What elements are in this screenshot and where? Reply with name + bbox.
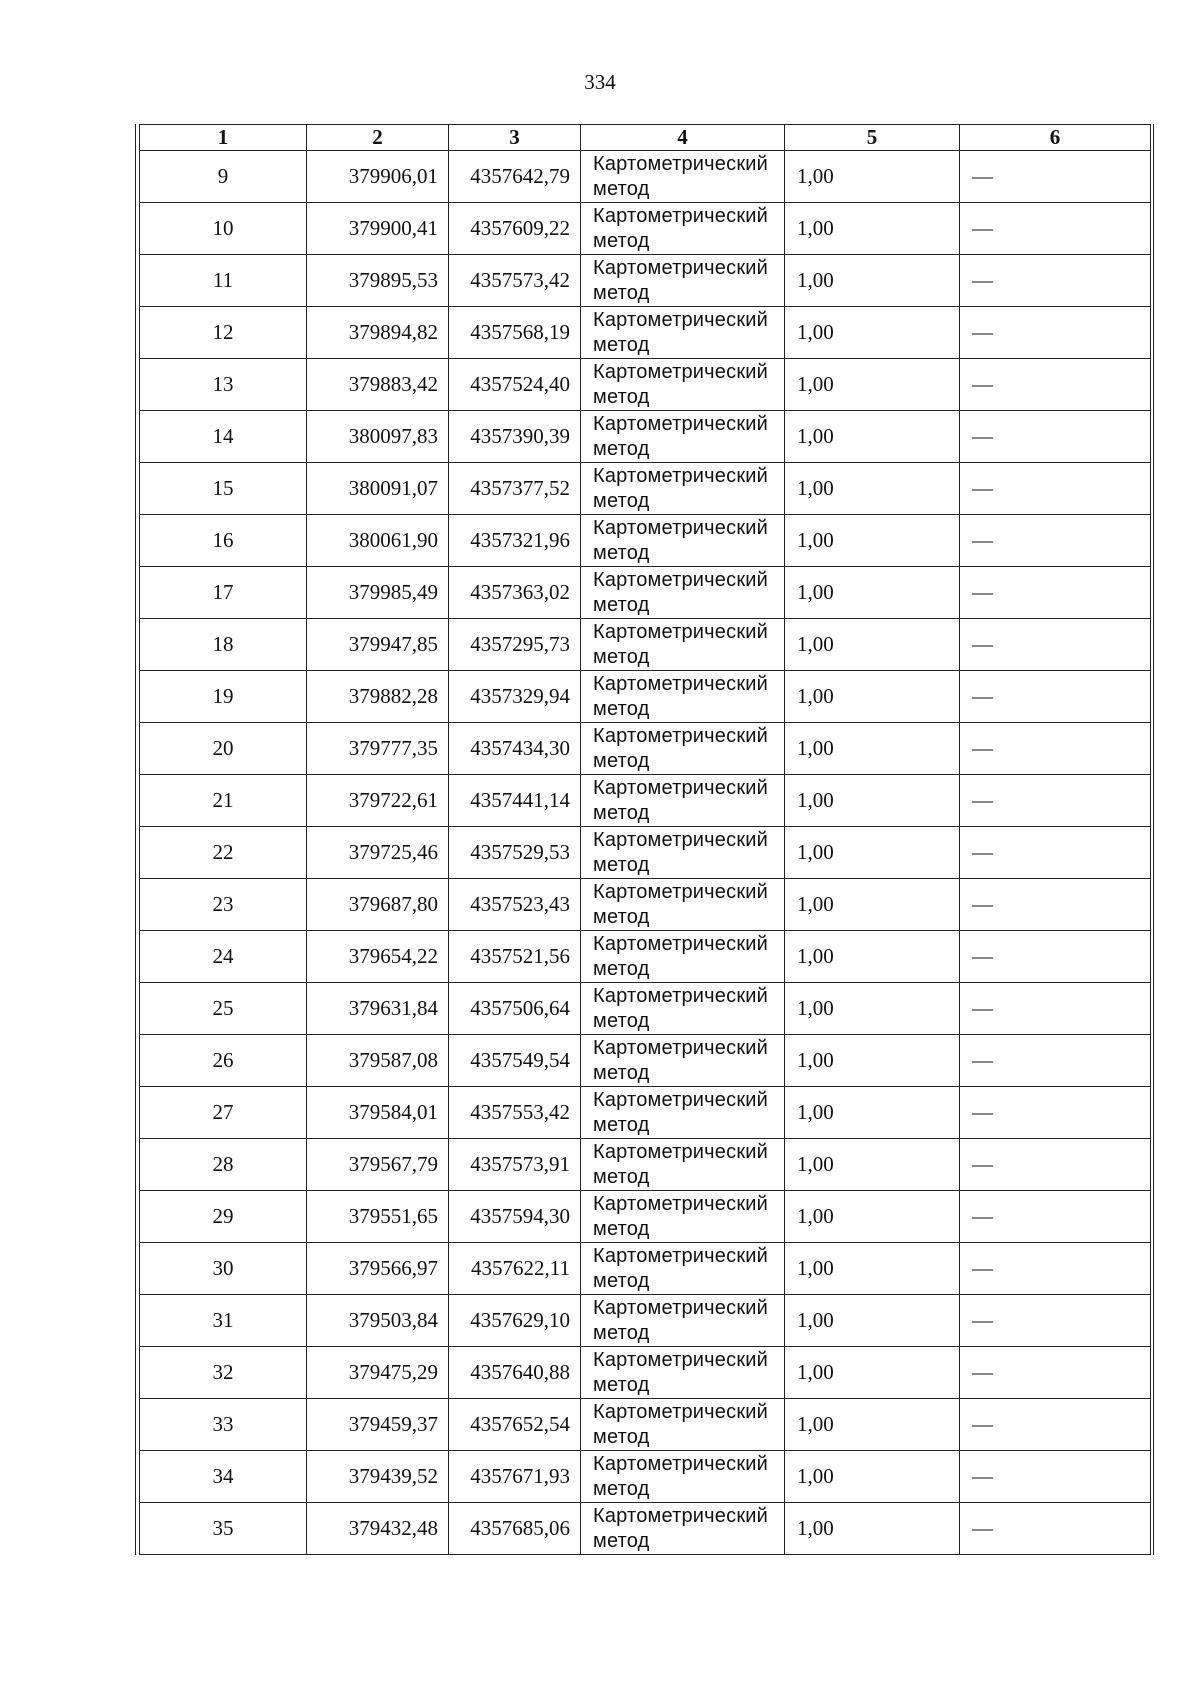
cell-method [581, 1347, 785, 1399]
cell-point-number: 22 [140, 827, 307, 879]
method-line-1: Картометрический [593, 672, 769, 695]
method-line-2: метод [593, 333, 650, 356]
method-line-1: Картометрический [593, 464, 769, 487]
cell-error: 1,00 [785, 1295, 960, 1347]
cell-note: — [960, 411, 1151, 463]
cell-note: — [960, 151, 1151, 203]
cell-error: 1,00 [785, 723, 960, 775]
cell-point-number: 26 [140, 1035, 307, 1087]
cell-point-number: 13 [140, 359, 307, 411]
cell-error: 1,00 [785, 1399, 960, 1451]
cell-error: 1,00 [785, 1191, 960, 1243]
cell-coordinate-y: 4357434,30 [449, 723, 581, 775]
cell-point-number: 24 [140, 931, 307, 983]
cell-coordinate-x: 379439,52 [307, 1451, 449, 1503]
cell-method [581, 411, 785, 463]
cell-method [581, 307, 785, 359]
cell-point-number: 21 [140, 775, 307, 827]
cell-coordinate-x: 379584,01 [307, 1087, 449, 1139]
method-line-2: метод [593, 749, 650, 772]
cell-error: 1,00 [785, 359, 960, 411]
table-header [140, 125, 1151, 151]
method-line-1: Картометрический [593, 516, 769, 539]
cell-coordinate-y: 4357685,06 [449, 1503, 581, 1555]
cell-coordinate-x: 380061,90 [307, 515, 449, 567]
method-line-2: метод [593, 489, 650, 512]
table-row [140, 411, 1151, 463]
cell-note: — [960, 359, 1151, 411]
method-line-2: метод [593, 437, 650, 460]
page-number: 334 [584, 70, 616, 94]
cell-method [581, 1139, 785, 1191]
table-row [140, 463, 1151, 515]
cell-note: — [960, 203, 1151, 255]
cell-coordinate-y: 4357523,43 [449, 879, 581, 931]
cell-note: — [960, 1087, 1151, 1139]
cell-point-number: 31 [140, 1295, 307, 1347]
cell-coordinate-x: 379722,61 [307, 775, 449, 827]
cell-error: 1,00 [785, 775, 960, 827]
cell-error: 1,00 [785, 879, 960, 931]
cell-note: — [960, 1191, 1151, 1243]
cell-point-number: 33 [140, 1399, 307, 1451]
cell-coordinate-y: 4357363,02 [449, 567, 581, 619]
cell-note: — [960, 255, 1151, 307]
cell-error: 1,00 [785, 827, 960, 879]
header-col-5: 5 [785, 125, 960, 151]
method-line-1: Картометрический [593, 932, 769, 955]
table-row [140, 1243, 1151, 1295]
cell-note: — [960, 1035, 1151, 1087]
cell-note: — [960, 567, 1151, 619]
method-line-2: метод [593, 1529, 650, 1552]
cell-coordinate-y: 4357652,54 [449, 1399, 581, 1451]
method-line-2: метод [593, 801, 650, 824]
cell-coordinate-x: 379587,08 [307, 1035, 449, 1087]
cell-coordinate-y: 4357640,88 [449, 1347, 581, 1399]
cell-method [581, 1295, 785, 1347]
cell-coordinate-x: 379894,82 [307, 307, 449, 359]
method-line-1: Картометрический [593, 984, 769, 1007]
cell-coordinate-y: 4357390,39 [449, 411, 581, 463]
cell-point-number: 19 [140, 671, 307, 723]
cell-coordinate-x: 379687,80 [307, 879, 449, 931]
method-line-2: метод [593, 645, 650, 668]
cell-note: — [960, 671, 1151, 723]
table-row [140, 1399, 1151, 1451]
method-line-2: метод [593, 1165, 650, 1188]
table-row [140, 203, 1151, 255]
cell-coordinate-x: 379567,79 [307, 1139, 449, 1191]
cell-error: 1,00 [785, 1139, 960, 1191]
cell-coordinate-x: 379882,28 [307, 671, 449, 723]
cell-method [581, 1451, 785, 1503]
method-line-1: Картометрический [593, 828, 769, 851]
cell-coordinate-x: 379895,53 [307, 255, 449, 307]
cell-coordinate-y: 4357524,40 [449, 359, 581, 411]
cell-coordinate-y: 4357622,11 [449, 1243, 581, 1295]
cell-coordinate-x: 379631,84 [307, 983, 449, 1035]
cell-note: — [960, 1243, 1151, 1295]
method-line-2: метод [593, 1269, 650, 1292]
cell-error: 1,00 [785, 1347, 960, 1399]
cell-coordinate-x: 380097,83 [307, 411, 449, 463]
method-line-2: метод [593, 1425, 650, 1448]
method-line-1: Картометрический [593, 1036, 769, 1059]
header-col-4: 4 [581, 125, 785, 151]
cell-point-number: 20 [140, 723, 307, 775]
cell-point-number: 29 [140, 1191, 307, 1243]
method-line-1: Картометрический [593, 568, 769, 591]
cell-error: 1,00 [785, 307, 960, 359]
table-row [140, 1087, 1151, 1139]
cell-coordinate-y: 4357671,93 [449, 1451, 581, 1503]
cell-coordinate-y: 4357377,52 [449, 463, 581, 515]
cell-coordinate-y: 4357594,30 [449, 1191, 581, 1243]
header-col-6: 6 [960, 125, 1151, 151]
method-line-1: Картометрический [593, 620, 769, 643]
cell-method [581, 983, 785, 1035]
cell-coordinate-x: 379725,46 [307, 827, 449, 879]
method-line-1: Картометрический [593, 1348, 769, 1371]
cell-error: 1,00 [785, 1503, 960, 1555]
table-row [140, 151, 1151, 203]
table-row [140, 1191, 1151, 1243]
method-line-2: метод [593, 697, 650, 720]
cell-coordinate-y: 4357573,91 [449, 1139, 581, 1191]
method-line-1: Картометрический [593, 1400, 769, 1423]
method-line-1: Картометрический [593, 1452, 769, 1475]
method-line-1: Картометрический [593, 1192, 769, 1215]
table-row [140, 1035, 1151, 1087]
cell-coordinate-y: 4357553,42 [449, 1087, 581, 1139]
cell-coordinate-y: 4357529,53 [449, 827, 581, 879]
cell-coordinate-x: 379906,01 [307, 151, 449, 203]
cell-note: — [960, 1295, 1151, 1347]
cell-method [581, 1035, 785, 1087]
cell-coordinate-x: 379883,42 [307, 359, 449, 411]
coordinates-table-container [139, 124, 1150, 1555]
method-line-1: Картометрический [593, 724, 769, 747]
cell-note: — [960, 1503, 1151, 1555]
cell-point-number: 15 [140, 463, 307, 515]
coordinates-table [139, 124, 1151, 1555]
cell-point-number: 11 [140, 255, 307, 307]
cell-note: — [960, 931, 1151, 983]
cell-note: — [960, 723, 1151, 775]
cell-point-number: 25 [140, 983, 307, 1035]
table-row [140, 775, 1151, 827]
cell-error: 1,00 [785, 411, 960, 463]
method-line-1: Картометрический [593, 360, 769, 383]
table-row [140, 515, 1151, 567]
cell-coordinate-y: 4357295,73 [449, 619, 581, 671]
cell-coordinate-x: 379475,29 [307, 1347, 449, 1399]
table-body [140, 151, 1151, 1555]
cell-method [581, 567, 785, 619]
method-line-2: метод [593, 541, 650, 564]
cell-point-number: 12 [140, 307, 307, 359]
method-line-1: Картометрический [593, 1504, 769, 1527]
table-row [140, 1347, 1151, 1399]
header-col-2: 2 [307, 125, 449, 151]
table-row [140, 1295, 1151, 1347]
cell-note: — [960, 1451, 1151, 1503]
cell-point-number: 34 [140, 1451, 307, 1503]
cell-point-number: 16 [140, 515, 307, 567]
cell-coordinate-y: 4357441,14 [449, 775, 581, 827]
method-line-2: метод [593, 1113, 650, 1136]
cell-coordinate-x: 379551,65 [307, 1191, 449, 1243]
cell-error: 1,00 [785, 463, 960, 515]
method-line-1: Картометрический [593, 1140, 769, 1163]
table-row [140, 359, 1151, 411]
method-line-1: Картометрический [593, 204, 769, 227]
method-line-2: метод [593, 1373, 650, 1396]
table-row [140, 307, 1151, 359]
cell-coordinate-y: 4357321,96 [449, 515, 581, 567]
method-line-1: Картометрический [593, 308, 769, 331]
method-line-2: метод [593, 1321, 650, 1344]
method-line-1: Картометрический [593, 1244, 769, 1267]
table-row [140, 671, 1151, 723]
method-line-1: Картометрический [593, 1296, 769, 1319]
cell-method [581, 1243, 785, 1295]
cell-method [581, 1191, 785, 1243]
cell-coordinate-y: 4357506,64 [449, 983, 581, 1035]
cell-coordinate-x: 379459,37 [307, 1399, 449, 1451]
method-line-2: метод [593, 1477, 650, 1500]
table-row [140, 827, 1151, 879]
cell-point-number: 14 [140, 411, 307, 463]
cell-coordinate-y: 4357329,94 [449, 671, 581, 723]
cell-coordinate-x: 379503,84 [307, 1295, 449, 1347]
cell-coordinate-x: 379654,22 [307, 931, 449, 983]
cell-coordinate-x: 379777,35 [307, 723, 449, 775]
cell-method [581, 151, 785, 203]
table-row [140, 879, 1151, 931]
method-line-1: Картометрический [593, 880, 769, 903]
cell-method [581, 827, 785, 879]
method-line-1: Картометрический [593, 1088, 769, 1111]
cell-method [581, 619, 785, 671]
cell-point-number: 30 [140, 1243, 307, 1295]
method-line-2: метод [593, 385, 650, 408]
cell-error: 1,00 [785, 671, 960, 723]
method-line-2: метод [593, 177, 650, 200]
method-line-2: метод [593, 229, 650, 252]
cell-point-number: 28 [140, 1139, 307, 1191]
method-line-2: метод [593, 853, 650, 876]
cell-coordinate-y: 4357521,56 [449, 931, 581, 983]
cell-method [581, 931, 785, 983]
cell-coordinate-y: 4357609,22 [449, 203, 581, 255]
method-line-2: метод [593, 957, 650, 980]
cell-method [581, 671, 785, 723]
cell-point-number: 9 [140, 151, 307, 203]
table-row [140, 983, 1151, 1035]
cell-method [581, 203, 785, 255]
cell-method [581, 515, 785, 567]
table-row [140, 255, 1151, 307]
method-line-1: Картометрический [593, 776, 769, 799]
cell-method [581, 775, 785, 827]
cell-coordinate-x: 379900,41 [307, 203, 449, 255]
cell-coordinate-y: 4357568,19 [449, 307, 581, 359]
cell-point-number: 18 [140, 619, 307, 671]
cell-note: — [960, 463, 1151, 515]
cell-method [581, 1087, 785, 1139]
cell-method [581, 723, 785, 775]
cell-method [581, 463, 785, 515]
cell-coordinate-x: 379566,97 [307, 1243, 449, 1295]
cell-coordinate-x: 380091,07 [307, 463, 449, 515]
cell-error: 1,00 [785, 515, 960, 567]
cell-error: 1,00 [785, 151, 960, 203]
cell-note: — [960, 775, 1151, 827]
cell-error: 1,00 [785, 1243, 960, 1295]
cell-coordinate-y: 4357642,79 [449, 151, 581, 203]
table-row [140, 567, 1151, 619]
cell-point-number: 35 [140, 1503, 307, 1555]
cell-error: 1,00 [785, 931, 960, 983]
cell-note: — [960, 1347, 1151, 1399]
cell-error: 1,00 [785, 983, 960, 1035]
cell-error: 1,00 [785, 203, 960, 255]
cell-point-number: 23 [140, 879, 307, 931]
cell-point-number: 17 [140, 567, 307, 619]
cell-note: — [960, 827, 1151, 879]
method-line-2: метод [593, 1009, 650, 1032]
method-line-2: метод [593, 281, 650, 304]
cell-method [581, 1399, 785, 1451]
cell-method [581, 879, 785, 931]
cell-method [581, 1503, 785, 1555]
cell-note: — [960, 515, 1151, 567]
cell-point-number: 32 [140, 1347, 307, 1399]
cell-method [581, 359, 785, 411]
method-line-1: Картометрический [593, 256, 769, 279]
method-line-1: Картометрический [593, 152, 769, 175]
cell-coordinate-y: 4357573,42 [449, 255, 581, 307]
table-row [140, 723, 1151, 775]
cell-note: — [960, 983, 1151, 1035]
cell-error: 1,00 [785, 255, 960, 307]
cell-error: 1,00 [785, 567, 960, 619]
method-line-2: метод [593, 905, 650, 928]
header-row [140, 125, 1151, 151]
table-row [140, 619, 1151, 671]
cell-note: — [960, 879, 1151, 931]
cell-note: — [960, 307, 1151, 359]
cell-coordinate-y: 4357629,10 [449, 1295, 581, 1347]
cell-note: — [960, 1399, 1151, 1451]
method-line-2: метод [593, 1217, 650, 1240]
cell-coordinate-x: 379985,49 [307, 567, 449, 619]
cell-error: 1,00 [785, 1451, 960, 1503]
cell-error: 1,00 [785, 1035, 960, 1087]
cell-note: — [960, 619, 1151, 671]
cell-error: 1,00 [785, 619, 960, 671]
cell-error: 1,00 [785, 1087, 960, 1139]
cell-note: — [960, 1139, 1151, 1191]
cell-coordinate-x: 379432,48 [307, 1503, 449, 1555]
method-line-1: Картометрический [593, 412, 769, 435]
table-row [140, 1451, 1151, 1503]
cell-coordinate-x: 379947,85 [307, 619, 449, 671]
cell-point-number: 27 [140, 1087, 307, 1139]
table-row [140, 931, 1151, 983]
table-row [140, 1503, 1151, 1555]
cell-point-number: 10 [140, 203, 307, 255]
method-line-2: метод [593, 1061, 650, 1084]
cell-coordinate-y: 4357549,54 [449, 1035, 581, 1087]
table-row [140, 1139, 1151, 1191]
method-line-2: метод [593, 593, 650, 616]
header-col-1: 1 [140, 125, 307, 151]
cell-method [581, 255, 785, 307]
header-col-3: 3 [449, 125, 581, 151]
